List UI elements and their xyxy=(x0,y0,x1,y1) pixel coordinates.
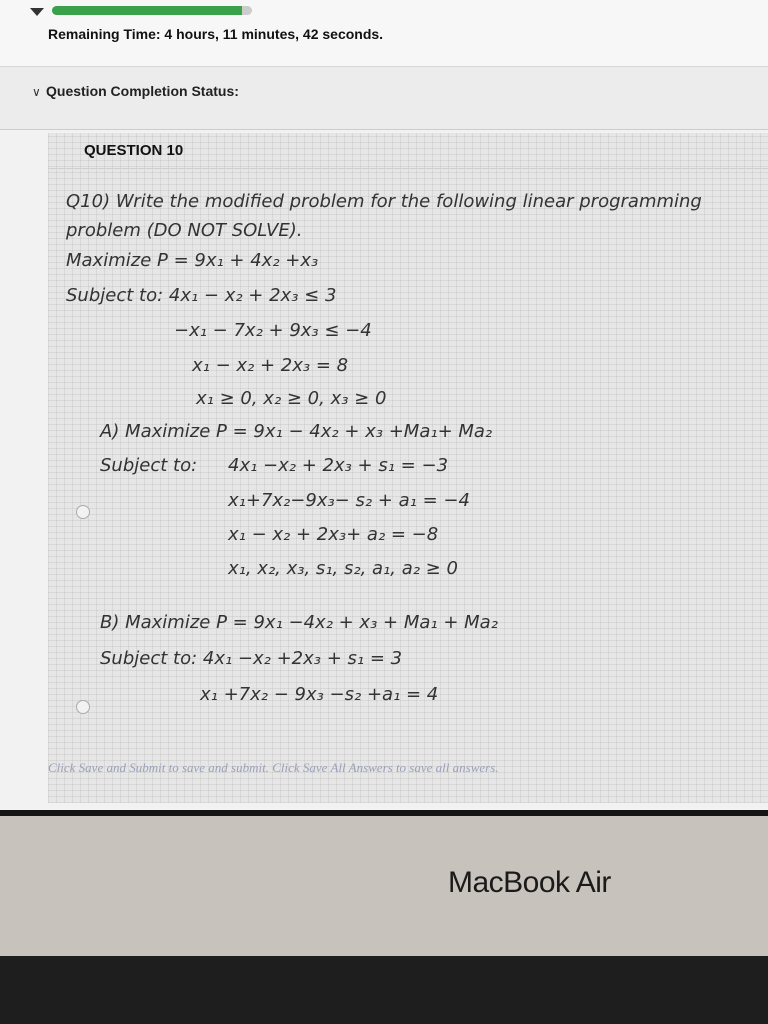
laptop-bezel xyxy=(0,810,768,1024)
question-constraint-1: Subject to: 4x₁ − x₂ + 2x₃ ≤ 3 xyxy=(66,285,337,306)
completion-status-row[interactable] xyxy=(0,67,768,130)
exam-header xyxy=(0,0,768,67)
divider xyxy=(48,168,768,169)
question-prompt-line1: Q10) Write the modified problem for the following linear programming xyxy=(66,191,702,212)
option-b-radio[interactable] xyxy=(76,700,90,714)
option-a-nonnegativity: x₁, x₂, x₃, s₁, s₂, a₁, a₂ ≥ 0 xyxy=(228,558,458,579)
question-objective: Maximize P = 9x₁ + 4x₂ +x₃ xyxy=(66,250,319,271)
question-nonnegativity: x₁ ≥ 0, x₂ ≥ 0, x₃ ≥ 0 xyxy=(196,388,387,409)
remaining-time: Remaining Time: 4 hours, 11 minutes, 42 seconds. xyxy=(48,26,384,42)
option-b-constraint-1: Subject to: 4x₁ −x₂ +2x₃ + s₁ = 3 xyxy=(100,648,403,669)
collapse-arrow-icon[interactable] xyxy=(30,8,44,16)
completion-status-label[interactable]: Question Completion Status: xyxy=(46,83,239,99)
option-a-constraint-1: 4x₁ −x₂ + 2x₃ + s₁ = −3 xyxy=(228,455,449,476)
save-instructions: Click Save and Submit to save and submit. Click Save All Answers to save all answers. xyxy=(48,760,499,775)
bezel-chin xyxy=(0,810,768,956)
question-constraint-2: −x₁ − 7x₂ + 9x₃ ≤ −4 xyxy=(174,320,372,341)
question-constraint-3: x₁ − x₂ + 2x₃ = 8 xyxy=(192,355,349,376)
option-a-radio[interactable] xyxy=(76,505,90,519)
option-b-constraint-2: x₁ +7x₂ − 9x₃ −s₂ +a₁ = 4 xyxy=(200,684,439,705)
option-a-objective: A) Maximize P = 9x₁ − 4x₂ + x₃ +Ma₁+ Ma₂ xyxy=(100,421,493,442)
progress-fill xyxy=(52,6,242,15)
time-progress-bar xyxy=(52,6,252,15)
question-number: QUESTION 10 xyxy=(84,142,184,159)
option-a-subject-label: Subject to: xyxy=(100,455,198,476)
question-prompt-line2: problem (DO NOT SOLVE). xyxy=(66,220,303,241)
option-a-constraint-2: x₁+7x₂−9x₃− s₂ + a₁ = −4 xyxy=(228,490,470,511)
chevron-down-icon[interactable]: ∨ xyxy=(32,85,41,99)
device-brand-label: MacBook Air xyxy=(448,866,611,899)
option-a-constraint-3: x₁ − x₂ + 2x₃+ a₂ = −8 xyxy=(228,524,439,545)
option-b-objective: B) Maximize P = 9x₁ −4x₂ + x₃ + Ma₁ + Ma₂ xyxy=(100,612,498,633)
